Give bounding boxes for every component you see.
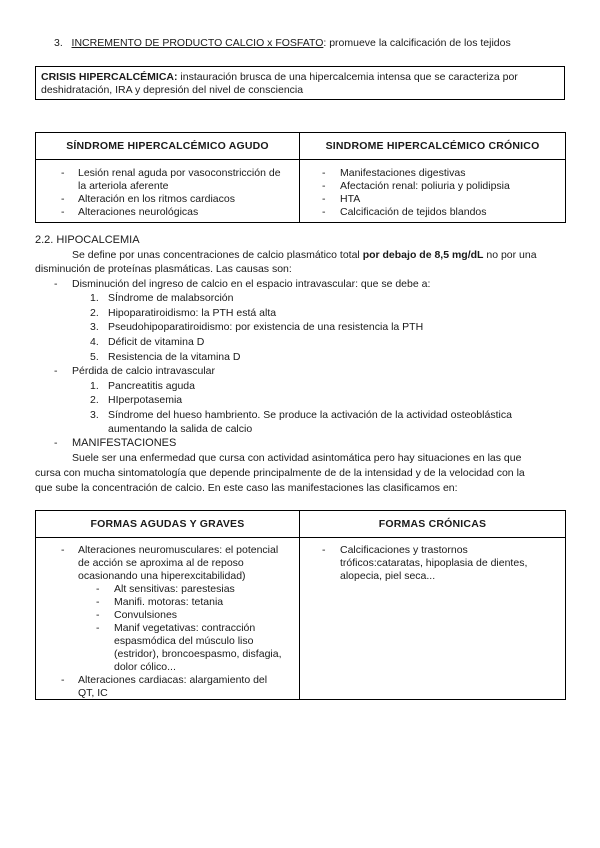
hipo-p1-text: Se define por unas concentraciones de calcio plasmático total — [72, 249, 363, 261]
table1-header-chronic: SINDROME HIPERCALCÉMICO CRÓNICO — [300, 133, 566, 160]
manifestaciones-heading: MANIFESTACIONES — [72, 437, 177, 449]
list-item: Convulsiones — [114, 609, 178, 621]
list-item: Resistencia de la vitamina D — [108, 351, 241, 363]
list-item: Alteración en los ritmos cardiacos — [78, 193, 235, 205]
item-3-title: INCREMENTO DE PRODUCTO CALCIO x FOSFATO — [71, 37, 324, 49]
hypercalcemia-table: SÍNDROME HIPERCALCÉMICO AGUDO SINDROME HIPERCALCÉMICO CRÓNICO - Lesión renal aguda por vasoconstricción de la arteriola aferente - Alteración en los ritmos cardiacos - Alteraciones neurológicas - Manifestaciones digestivas - Afectación renal: poliuria y polidipsia - HTA - Calcificación de tejidos blandos — [35, 132, 566, 223]
crisis-box — [35, 66, 565, 100]
list-item: ocasionando una hiperexcitabilidad) — [78, 570, 246, 582]
list-item: Afectación renal: poliuria y polidipsia — [340, 180, 510, 192]
list-item: HIperpotasemia — [108, 394, 183, 406]
crisis-text-line2: deshidratación, IRA y depresión del nivel de consciencia — [41, 84, 304, 96]
list-item: Manifi. motoras: tetania — [114, 596, 224, 608]
list-item: Lesión renal aguda por vasoconstricción de — [78, 167, 281, 179]
cause-2: Pérdida de calcio intravascular — [72, 365, 215, 377]
list-item: Manifestaciones digestivas — [340, 167, 466, 179]
list-item: Pancreatitis aguda — [108, 380, 195, 392]
cause-1: Disminución del ingreso de calcio en el espacio intravascular: que se debe a: — [72, 278, 431, 290]
hipo-p1-tail: no por una — [483, 249, 537, 261]
item-3-number: 3. — [54, 37, 63, 49]
manif-paragraph-line2: cursa con mucha sintomatología que depende principalmente de de la intensidad y de la velocidad con la — [35, 467, 525, 479]
list-item-continuation: aumentando la salida de calcio — [108, 423, 253, 435]
list-item: Pseudohipoparatiroidismo: por existencia de una resistencia la PTH — [108, 321, 424, 333]
list-item: de acción se aproxima al de reposo — [78, 557, 244, 569]
table1-header-acute: SÍNDROME HIPERCALCÉMICO AGUDO — [36, 133, 300, 160]
hypocalcemia-table: FORMAS AGUDAS Y GRAVES FORMAS CRÓNICAS - Alteraciones neuromusculares: el potencial de acción se aproxima al de reposo ocasionando una hiperexcitabilidad) - Alt sensitivas: parestesias - Manifi. motoras: tetania - Convulsiones - Manif vegetativas: contracción espasmódica del músculo liso (estridor), broncoespasmo, disfagia, dolor cólico... - Alteraciones cardiacas: alargamiento del QT, IC - Calcificaciones y trastornos tróficos:cataratas, hipoplasia de dientes, alopecia, piel seca... — [35, 510, 566, 700]
manif-paragraph-line1: Suele ser una enfermedad que cursa con actividad asintomática pero hay situaciones en las que — [72, 452, 522, 464]
list-item: la arteriola aferente — [78, 180, 169, 192]
list-item: Hipoparatiroidismo: la PTH está alta — [108, 307, 277, 319]
table2-header-chronic: FORMAS CRÓNICAS — [300, 511, 566, 538]
list-item: Alteraciones neurológicas — [78, 206, 199, 218]
list-item: Déficit de vitamina D — [108, 336, 205, 348]
list-item: Alt sensitivas: parestesias — [114, 583, 235, 595]
hipo-paragraph-line2: disminución de proteínas plasmáticas. Las causas son: — [35, 263, 292, 275]
list-item: tróficos:cataratas, hipoplasia de dientes, — [340, 557, 528, 569]
list-item: SÍndrome de malabsorción — [108, 292, 234, 304]
list-item: (estridor), broncoespasmo, disfagia, — [114, 648, 282, 660]
section-heading-hipocalcemia: 2.2. HIPOCALCEMIA — [35, 234, 140, 246]
item-3 — [54, 37, 511, 50]
item-3-rest: : promueve la calcificación de los tejidos — [323, 37, 511, 49]
crisis-label: CRISIS HIPERCALCÉMICA: — [41, 71, 178, 83]
table2-header-acute: FORMAS AGUDAS Y GRAVES — [36, 511, 300, 538]
list-item: Calcificación de tejidos blandos — [340, 206, 487, 218]
list-item: Manif vegetativas: contracción — [114, 622, 256, 634]
list-item: alopecia, piel seca... — [340, 570, 436, 582]
list-item: QT, IC — [78, 687, 108, 699]
hipo-paragraph-line1 — [72, 249, 537, 262]
list-item: Calcificaciones y trastornos — [340, 544, 468, 556]
crisis-text-line1: instauración brusca de una hipercalcemia intensa que se caracteriza por — [177, 71, 518, 83]
list-item: espasmódica del músculo liso — [114, 635, 254, 647]
list-item: Síndrome del hueso hambriento. Se produce la activación de la actividad osteoblástica — [108, 409, 512, 421]
list-item: dolor cólico... — [114, 661, 176, 673]
list-item: HTA — [340, 193, 361, 205]
list-item: Alteraciones neuromusculares: el potencial — [78, 544, 279, 556]
manif-paragraph-line3: que sube la concentración de calcio. En este caso las manifestaciones las clasificamos en: — [35, 482, 458, 494]
hipo-p1-bold: por debajo de 8,5 mg/dL — [362, 249, 484, 261]
document-page: 3. INCREMENTO DE PRODUCTO CALCIO x FOSFATO: promueve la calcificación de los tejidos CRISIS HIPERCALCÉMICA: instauración brusca de una hipercalcemia intensa que se caracteriza por deshidratación, IRA y depresión del nivel de consciencia SÍNDROME HIPERCALCÉMICO AGUDO SINDROME HIPERCALCÉMICO CRÓNICO - Lesión renal aguda por vasoconstricción de la arteriola aferente - Alteración en los ritmos cardiacos - Alteraciones neurológicas - Manifestaciones digestivas - Afectación renal: poliuria y polidipsia - HTA - Calcificación de tejidos blandos 2.2. HIPOCALCEMIA Se define por unas concentraciones de calcio plasmático total por debajo de 8,5 mg/dL no por una disminución de proteínas plasmáticas. Las causas son: - Disminución del ingreso de calcio en el espacio intravascular: que se debe a: 1. SÍndrome de malabsorción 2. Hipoparatiroidismo: la PTH está alta 3. Pseudohipoparatiroidismo: por existencia de una resistencia la PTH 4. Déficit de vitamina D 5. Resistencia de la vitamina D - Pérdida de calcio intravascular 1. Pancreatitis aguda 2. HIperpotasemia 3. Síndrome del hueso hambriento. Se produce la activación de la actividad osteoblástica aumentando la salida de calcio - MANIFESTACIONES Suele ser una enfermedad que cursa con actividad asintomática pero hay situaciones en las que cursa con mucha sintomatología que depende principalmente de de la intensidad y de la velocidad con la que sube la concentración de calcio. En este caso las manifestaciones las clasificamos en: FORMAS AGUDAS Y GRAVES FORMAS CRÓNICAS - Alteraciones neuromusculares: el potencial de acción se aproxima al de reposo ocasionando una hiperexcitabilidad) - Alt sensitivas: parestesias - Manifi. motoras: tetania - Convulsiones - Manif vegetativas: contracción espasmódica del músculo liso (estridor), broncoespasmo, disfagia, dolor cólico... - Alteraciones cardiacas: alargamiento del QT, IC - Calcificaciones y trastornos tróficos:cataratas, hipoplasia de dientes, alopecia, piel seca... — [0, 0, 600, 848]
list-item: Alteraciones cardiacas: alargamiento del — [78, 674, 268, 686]
